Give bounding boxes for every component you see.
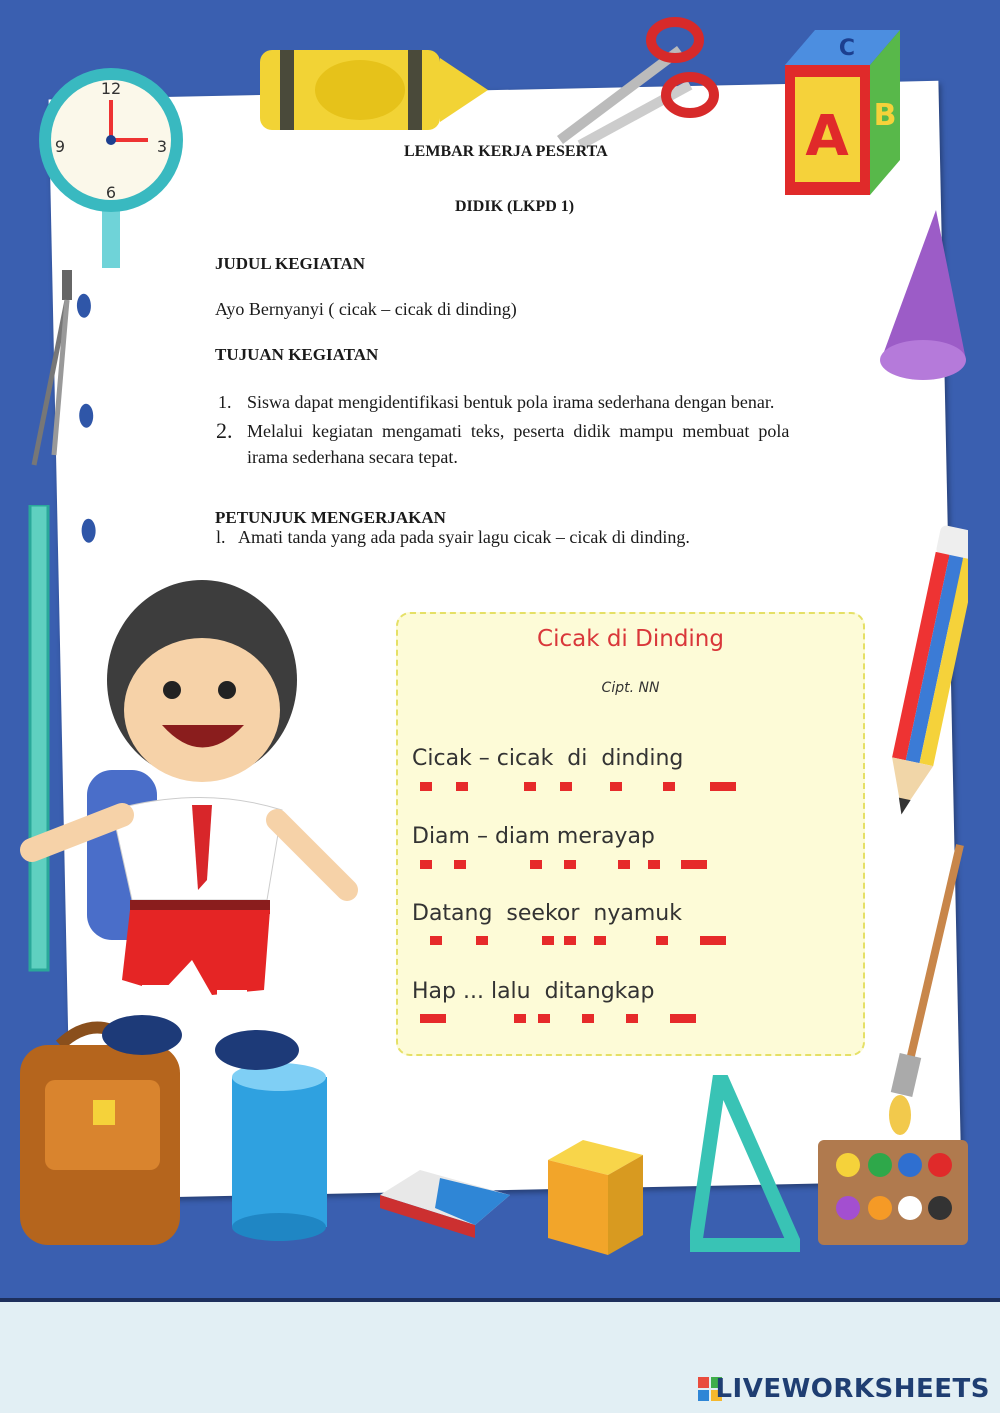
compass-icon (24, 270, 94, 470)
cone-icon (876, 210, 966, 385)
tujuan-heading: TUJUAN KEGIATAN (215, 345, 379, 364)
rhythm-mark (476, 936, 488, 945)
rhythm-mark (594, 936, 606, 945)
scissors-icon (540, 10, 720, 150)
rhythm-mark (538, 1014, 550, 1023)
footer-divider (0, 1298, 1000, 1302)
liveworksheets-brand: LIVEWORKSHEETS (715, 1374, 990, 1404)
rhythm-mark (648, 860, 660, 869)
list-item-continued: irama sederhana secara tepat. (247, 447, 458, 467)
student-boy-illustration (12, 580, 372, 1080)
rhythm-mark (514, 1014, 526, 1023)
cylinder-icon (232, 1062, 327, 1242)
triangle-ruler-icon (690, 1075, 800, 1255)
crayon-icon (260, 40, 490, 140)
rhythm-mark (663, 782, 675, 791)
block-letter: C (838, 36, 856, 61)
rhythm-mark (420, 860, 432, 869)
rhythm-mark (456, 782, 468, 791)
rhythm-mark (618, 860, 630, 869)
block-letter: A (805, 104, 849, 169)
rhythm-mark (530, 860, 542, 869)
judul-text: Ayo Bernyanyi ( cicak – cicak di dinding) (215, 299, 517, 319)
song-card (396, 612, 865, 1056)
rhythm-mark (582, 1014, 594, 1023)
lyric-line: Diam – diam merayap (412, 824, 655, 849)
song-credit: Cipt. NN (601, 680, 660, 696)
binder-hole (81, 519, 95, 543)
song-title: Cicak di Dinding (537, 626, 724, 652)
rhythm-mark (564, 860, 576, 869)
clock-number: 3 (156, 137, 168, 156)
lyric-line: Hap ... lalu ditangkap (412, 979, 655, 1004)
clock-number: 12 (100, 79, 122, 98)
rhythm-mark (420, 1014, 446, 1023)
abc-block-illustration (785, 25, 910, 200)
list-item: Melalui kegiatan mengamati teks, peserta didik mampu membuat pola (247, 421, 790, 441)
title-line-1: LEMBAR KERJA PESERTA (404, 143, 608, 160)
rhythm-mark (656, 936, 668, 945)
list-item: Siswa dapat mengidentifikasi bentuk pola irama sederhana dengan benar. (247, 392, 775, 412)
judul-heading: JUDUL KEGIATAN (215, 254, 366, 273)
rhythm-mark (454, 860, 466, 869)
list-item: Amati tanda yang ada pada syair lagu cicak – cicak di dinding. (238, 527, 690, 547)
rhythm-mark (542, 936, 554, 945)
rhythm-mark (560, 782, 572, 791)
clock-number: 6 (105, 183, 117, 202)
rhythm-mark (524, 782, 536, 791)
rhythm-mark (681, 860, 707, 869)
rhythm-mark (710, 782, 736, 791)
title-line-2: DIDIK (LKPD 1) (455, 198, 575, 215)
rhythm-mark (610, 782, 622, 791)
paint-palette-icon (818, 1130, 968, 1250)
rhythm-mark (430, 936, 442, 945)
list-item-number: 2. (216, 418, 233, 443)
lyric-line: Datang seekor nyamuk (412, 901, 682, 926)
rhythm-mark (670, 1014, 696, 1023)
eraser-icon (380, 1170, 515, 1240)
clock-illustration (36, 28, 186, 268)
pencil-icon (888, 525, 968, 835)
rhythm-mark (420, 782, 432, 791)
petunjuk-heading: PETUNJUK MENGERJAKAN (215, 508, 446, 527)
rhythm-mark (626, 1014, 638, 1023)
rhythm-mark (700, 936, 726, 945)
cube-icon (548, 1140, 648, 1255)
clock-number: 9 (54, 137, 66, 156)
list-item-number: 1. (218, 392, 232, 412)
lyric-line: Cicak – cicak di dinding (412, 746, 684, 771)
block-letter: B (873, 98, 897, 133)
paint-brush-icon (880, 840, 970, 1140)
rhythm-mark (564, 936, 576, 945)
list-item-number: l. (216, 527, 226, 547)
